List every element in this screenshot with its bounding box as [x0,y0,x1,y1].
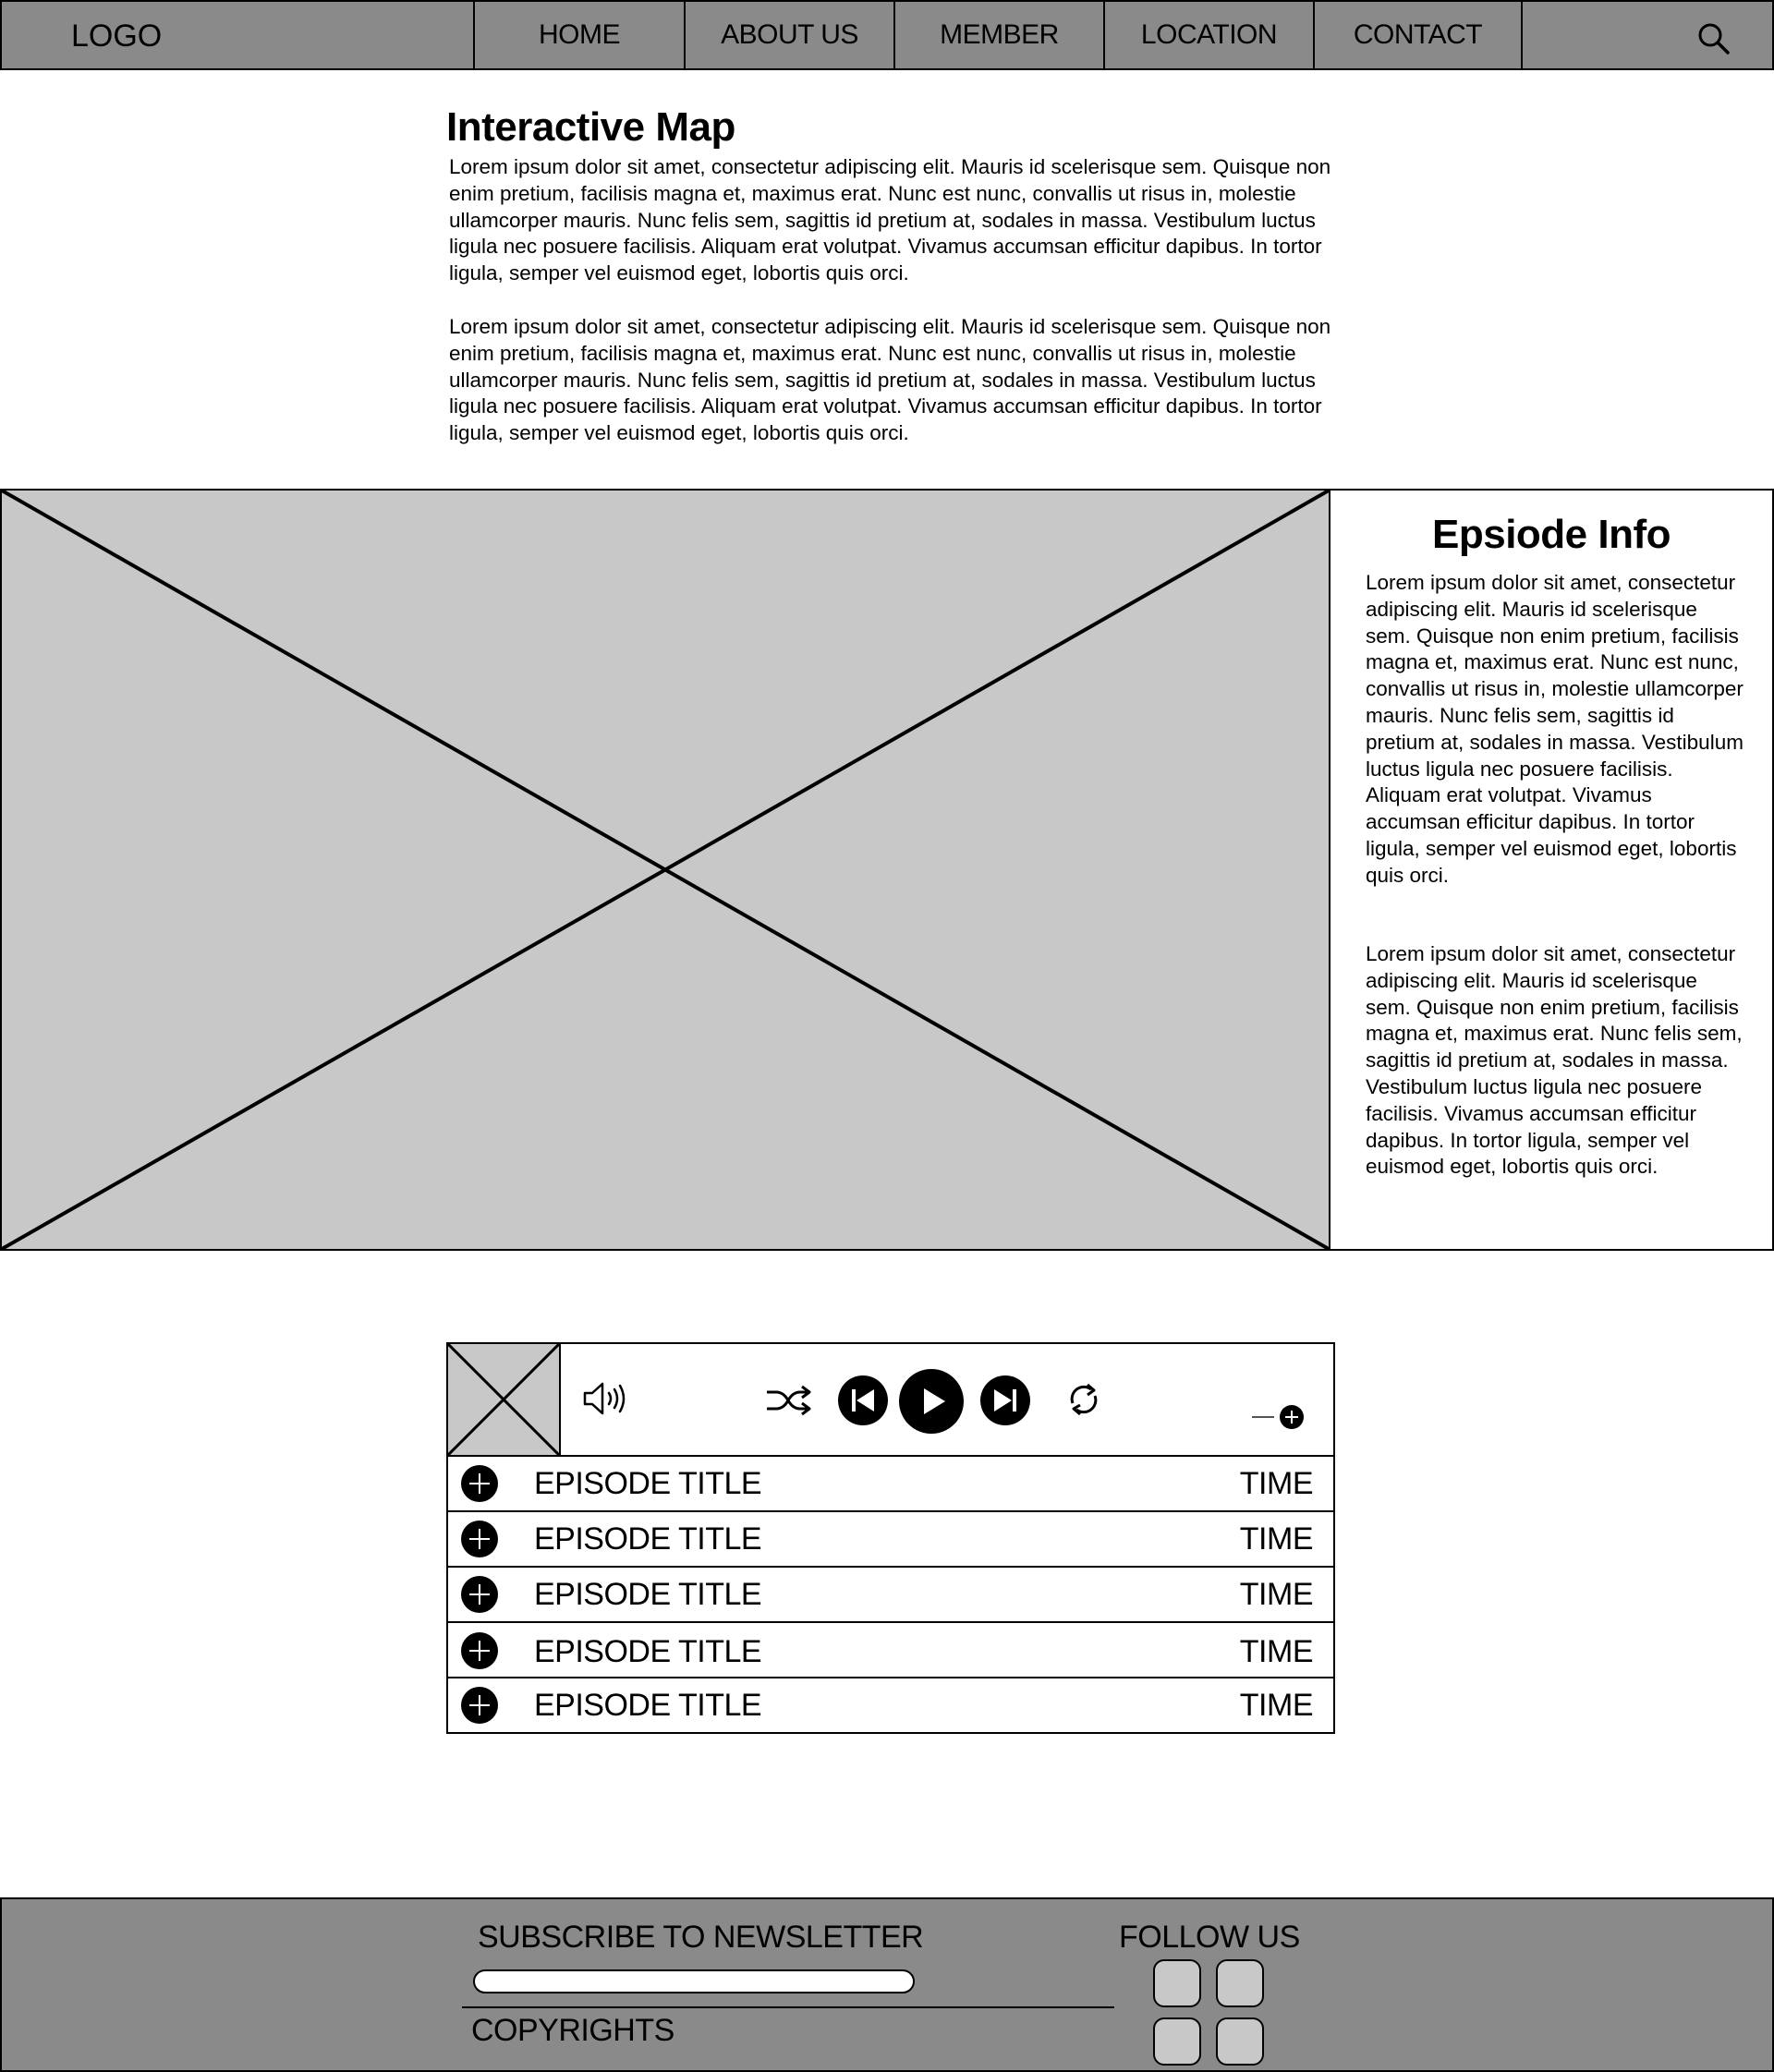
add-episode-icon[interactable] [461,1521,498,1557]
add-episode-icon[interactable] [461,1465,498,1502]
top-navigation-bar [0,0,1774,70]
episode-title: EPISODE TITLE [534,1466,762,1501]
copyright-text: COPYRIGHTS [471,2013,674,2048]
add-episode-icon[interactable] [461,1632,498,1669]
play-icon[interactable] [898,1368,965,1435]
nav-item-member[interactable]: MEMBER [893,2,1103,68]
page-title: Interactive Map [446,104,735,150]
episode-thumbnail [448,1344,561,1455]
list-item[interactable] [446,1623,1335,1678]
list-item[interactable] [446,1568,1335,1623]
nav-item-home[interactable]: HOME [473,2,684,68]
footer [0,1897,1774,2072]
intro-paragraph: Lorem ipsum dolor sit amet, consectetur adipiscing elit. Mauris id scelerisque sem. Quisque non enim pretium, facilisis magna et, maximus erat. Nunc est nunc, convallis ut risus in, molestie ullamcorper mauris. Nunc felis sem, sagittis id pretium at, sodales in massa. Vestibulum luctus ligula nec posuere facilisis. Aliquam erat volutpat. Vivamus accumsan efficitur dapibus. In tortor ligula, semper vel euismod eget, lobortis quis orci. [449,315,1331,445]
add-episode-icon[interactable] [461,1687,498,1724]
intro-paragraph: Lorem ipsum dolor sit amet, consectetur adipiscing elit. Mauris id scelerisque sem. Quisque non enim pretium, facilisis magna et, maximus erat. Nunc est nunc, convallis ut risus in, molestie ullamcorper mauris. Nunc felis sem, sagittis id pretium at, sodales in massa. Vestibulum luctus ligula nec posuere facilisis. Aliquam erat volutpat. Vivamus accumsan efficitur dapibus. In tortor ligula, semper vel euismod eget, lobortis quis orci. [449,155,1331,285]
interactive-map[interactable] [0,489,1330,1251]
episode-info-paragraph: Lorem ipsum dolor sit amet, consectetur adipiscing elit. Mauris id scelerisque sem. Quisque non enim pretium, facilisis magna et, maximus erat. Nunc felis sem, sagittis id pretium at, sodales in massa. Vestibulum luctus ligula nec posuere facilisis. Vivamus accumsan efficitur dapibus. In tortor ligula, semper vel euismod eget, lobortis quis orci. [1366,942,1743,1179]
episode-time: TIME [1239,1466,1313,1501]
map-placeholder-cross [2,491,1329,1249]
social-icon[interactable] [1216,2017,1264,2066]
newsletter-email-input[interactable] [473,1969,915,1993]
previous-icon[interactable] [837,1375,889,1426]
nav-item-location[interactable]: LOCATION [1103,2,1313,68]
nav-item-contact[interactable]: CONTACT [1313,2,1523,68]
audio-player [446,1342,1335,1457]
zoom-slider-icon[interactable] [1250,1403,1306,1431]
episode-time: TIME [1239,1688,1313,1723]
logo[interactable]: LOGO [71,18,163,54]
follow-us-title: FOLLOW US [1119,1920,1300,1955]
episode-time: TIME [1239,1634,1313,1669]
social-icon[interactable] [1153,2017,1201,2066]
list-item[interactable] [446,1678,1335,1734]
list-item[interactable] [446,1512,1335,1568]
episode-title: EPISODE TITLE [534,1688,762,1723]
volume-icon[interactable] [582,1379,630,1418]
repeat-icon[interactable] [1065,1381,1102,1418]
nav-item-about-us[interactable]: ABOUT US [684,2,893,68]
episode-title: EPISODE TITLE [534,1577,762,1612]
episode-info-panel [1329,489,1774,1251]
episode-time: TIME [1239,1577,1313,1612]
episode-time: TIME [1239,1521,1313,1557]
social-icon[interactable] [1216,1959,1264,2007]
episode-info-paragraph: Lorem ipsum dolor sit amet, consectetur adipiscing elit. Mauris id scelerisque sem. Quisque non enim pretium, facilisis magna et, maximus erat. Nunc est nunc, convallis ut risus in, molestie ullamcorper mauris. Nunc felis sem, sagittis id pretium at, sodales in massa. Vestibulum luctus ligula nec posuere facilisis. Aliquam erat volutpat. Vivamus accumsan efficitur dapibus. In tortor ligula, semper vel euismod eget, lobortis quis orci. [1366,571,1744,887]
episode-title: EPISODE TITLE [534,1634,762,1669]
add-episode-icon[interactable] [461,1576,498,1613]
newsletter-title: SUBSCRIBE TO NEWSLETTER [478,1920,924,1955]
search-icon[interactable] [1695,20,1732,57]
episode-title: EPISODE TITLE [534,1521,762,1557]
next-icon[interactable] [979,1375,1031,1426]
list-item[interactable] [446,1457,1335,1512]
episode-info-title: Epsiode Info [1432,512,1671,557]
social-icon[interactable] [1153,1959,1201,2007]
footer-divider [462,2006,1114,2008]
shuffle-icon[interactable] [765,1385,811,1416]
